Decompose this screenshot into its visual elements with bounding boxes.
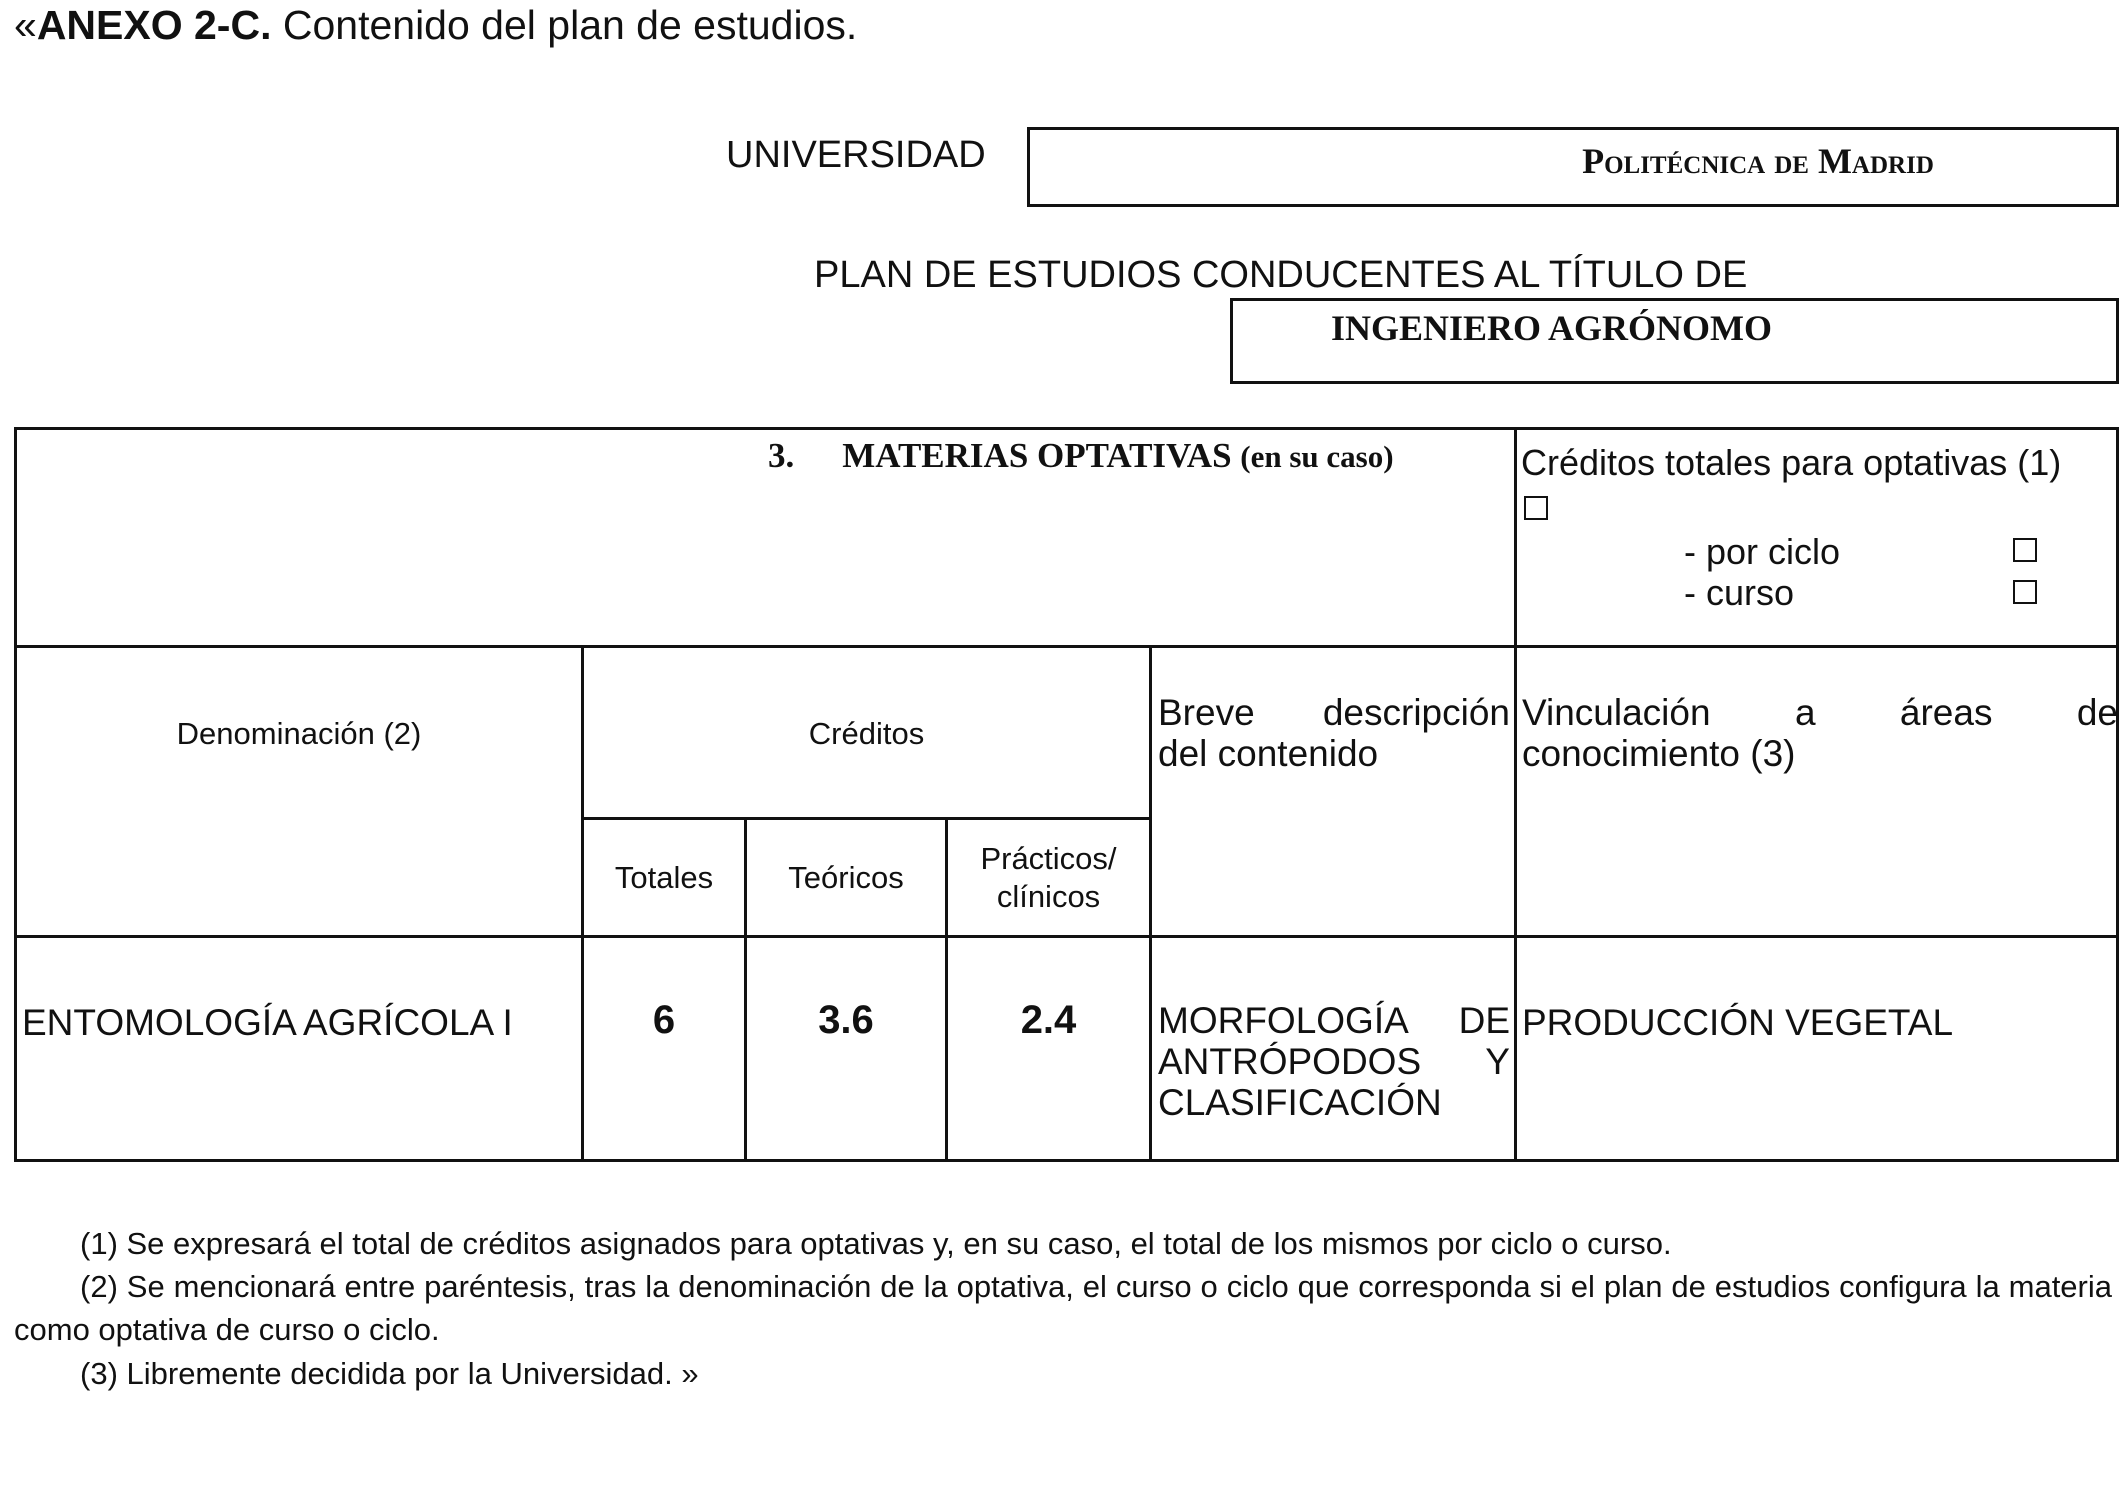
per-course-label: - curso (1684, 572, 1795, 613)
table-border-top (14, 427, 2119, 430)
university-label: UNIVERSIDAD (726, 134, 986, 176)
table-border-right (2116, 427, 2119, 1162)
theory-credits-value: 3.6 (818, 998, 874, 1042)
section-name: MATERIAS OPTATIVAS (842, 436, 1232, 475)
annex-heading (14, 2, 857, 49)
table-rule-body (14, 935, 2119, 938)
total-credits-label: Créditos totales para optativas (1) (1521, 442, 2062, 483)
per-cycle-label: - por ciclo (1684, 531, 1841, 572)
subject-name: ENTOMOLOGÍA AGRÍCOLA I (22, 1002, 513, 1043)
knowledge-area: PRODUCCIÓN VEGETAL (1522, 1002, 1954, 1043)
footnote-1: (1) Se expresará el total de créditos asignados para optativas y, en su caso, el total de los mismos por ciclo o curso. (80, 1226, 1672, 1261)
table-divider-areas (1514, 427, 1517, 1162)
per-cycle-checkbox[interactable] (2013, 538, 2037, 562)
column-header-description: Breve descripción del contenido (1158, 692, 1510, 774)
total-credits-checkbox[interactable] (1524, 496, 1548, 520)
table-border-bottom (14, 1159, 2119, 1162)
column-header-totals: Totales (614, 860, 714, 895)
table-border-left (14, 427, 17, 1162)
footnote-3: (3) Libremente decidida por la Universidad. » (80, 1356, 699, 1391)
university-box (1027, 127, 2119, 207)
column-header-credits: Créditos (808, 716, 925, 751)
total-credits-value: 6 (652, 998, 676, 1042)
subject-description: MORFOLOGÍA DE ANTRÓPODOS Y CLASIFICACIÓN (1158, 1000, 1510, 1123)
annex-label: ANEXO 2-C. (36, 2, 272, 48)
column-header-practice: Prácticos/ clínicos (980, 841, 1117, 914)
degree-box (1230, 298, 2119, 384)
table-rule-credits (583, 817, 1150, 820)
column-header-areas: Vinculación a áreas de conocimiento (3) (1522, 692, 2118, 774)
column-header-name: Denominación (2) (176, 716, 422, 751)
plan-label: PLAN DE ESTUDIOS CONDUCENTES AL TÍTULO DE (814, 254, 1748, 296)
heading-prefix: « (14, 2, 37, 48)
table-rule-header (14, 645, 2119, 648)
section-qualifier: (en su caso) (1240, 439, 1394, 474)
annex-title: Contenido del plan de estudios. (271, 2, 858, 48)
section-number: 3. (768, 436, 795, 475)
footnote-2: (2) Se mencionará entre paréntesis, tras la denominación de la optativa, el curso o ciclo que corresponda si el plan de estudios configura la materia como optativa de curso o ciclo. (14, 1269, 2112, 1347)
column-header-theory: Teóricos (788, 860, 904, 895)
per-course-checkbox[interactable] (2013, 580, 2037, 604)
degree-title: INGENIERO AGRÓNOMO (1331, 308, 1773, 348)
practice-credits-value: 2.4 (1020, 998, 1077, 1042)
section-title (768, 436, 1394, 476)
university-name: Politécnica de Madrid (1582, 141, 1934, 181)
